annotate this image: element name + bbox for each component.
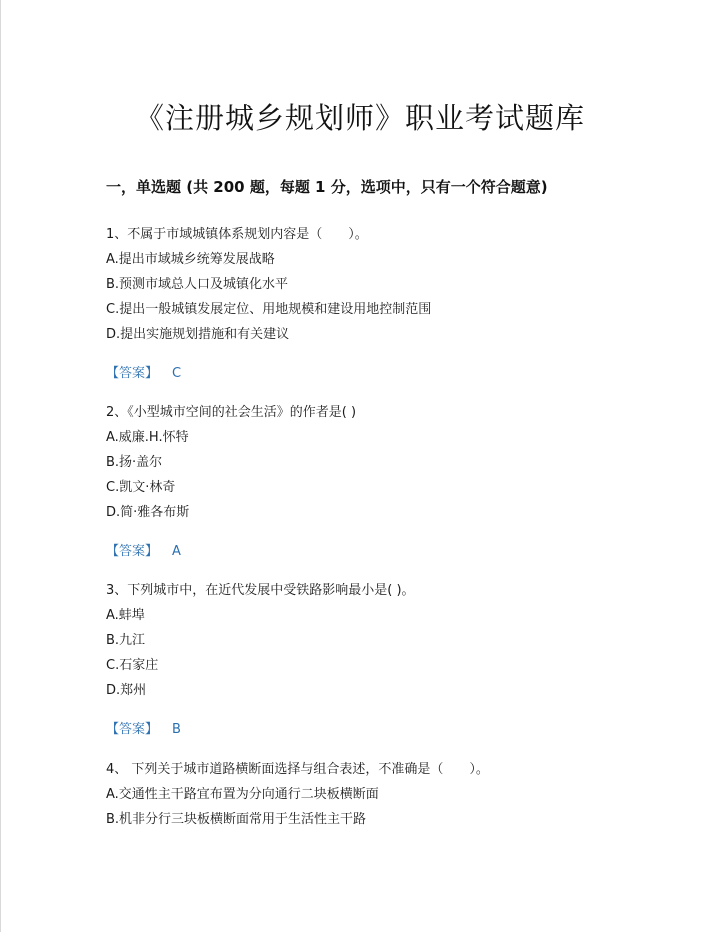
question-1-option-c: C.提出一般城镇发展定位、用地规模和建设用地控制范围	[106, 302, 432, 317]
question-3-option-d: D.郑州	[106, 683, 147, 698]
question-2-option-b: B.扬·盖尔	[106, 455, 163, 470]
question-2-stem: 2、《小型城市空间的社会生活》的作者是( )	[106, 405, 357, 420]
question-2-option-d: D.简·雅各布斯	[106, 505, 190, 520]
question-2-answer	[106, 542, 181, 562]
question-3-option-c: C.石家庄	[106, 658, 159, 673]
answer-label: 【答案】	[106, 366, 159, 381]
question-4-option-a: A.交通性主干路宜布置为分向通行二块板横断面	[106, 787, 379, 802]
answer-value: A	[172, 544, 181, 559]
answer-value: B	[172, 722, 181, 737]
question-3-stem: 3、下列城市中，在近代发展中受铁路影响最小是( )。	[106, 583, 415, 598]
question-3-answer	[106, 720, 181, 740]
question-3-option-b: B.九江	[106, 633, 146, 648]
document-title: 《注册城乡规划师》职业考试题库	[134, 101, 585, 135]
answer-label: 【答案】	[106, 722, 159, 737]
answer-value: C	[172, 366, 182, 381]
question-1-option-b: B.预测市域总人口及城镇化水平	[106, 277, 289, 292]
section-heading: 一，单选题 (共 200 题，每题 1 分，选项中，只有一个符合题意)	[106, 178, 548, 196]
question-1-option-a: A.提出市域城乡统筹发展战略	[106, 252, 275, 267]
question-1-option-d: D.提出实施规划措施和有关建议	[106, 327, 290, 342]
question-4-option-b: B.机非分行三块板横断面常用于生活性主干路	[106, 812, 367, 827]
answer-label: 【答案】	[106, 544, 159, 559]
question-2-option-a: A.威廉.H.怀特	[106, 430, 189, 445]
question-1-stem: 1、不属于市域城镇体系规划内容是（ ）。	[106, 227, 368, 242]
question-1-answer	[106, 364, 181, 384]
question-2-option-c: C.凯文·林奇	[106, 480, 176, 495]
question-3-option-a: A.蚌埠	[106, 608, 145, 623]
question-4-stem: 4、 下列关于城市道路横断面选择与组合表述，不准确是（ ）。	[106, 762, 489, 777]
